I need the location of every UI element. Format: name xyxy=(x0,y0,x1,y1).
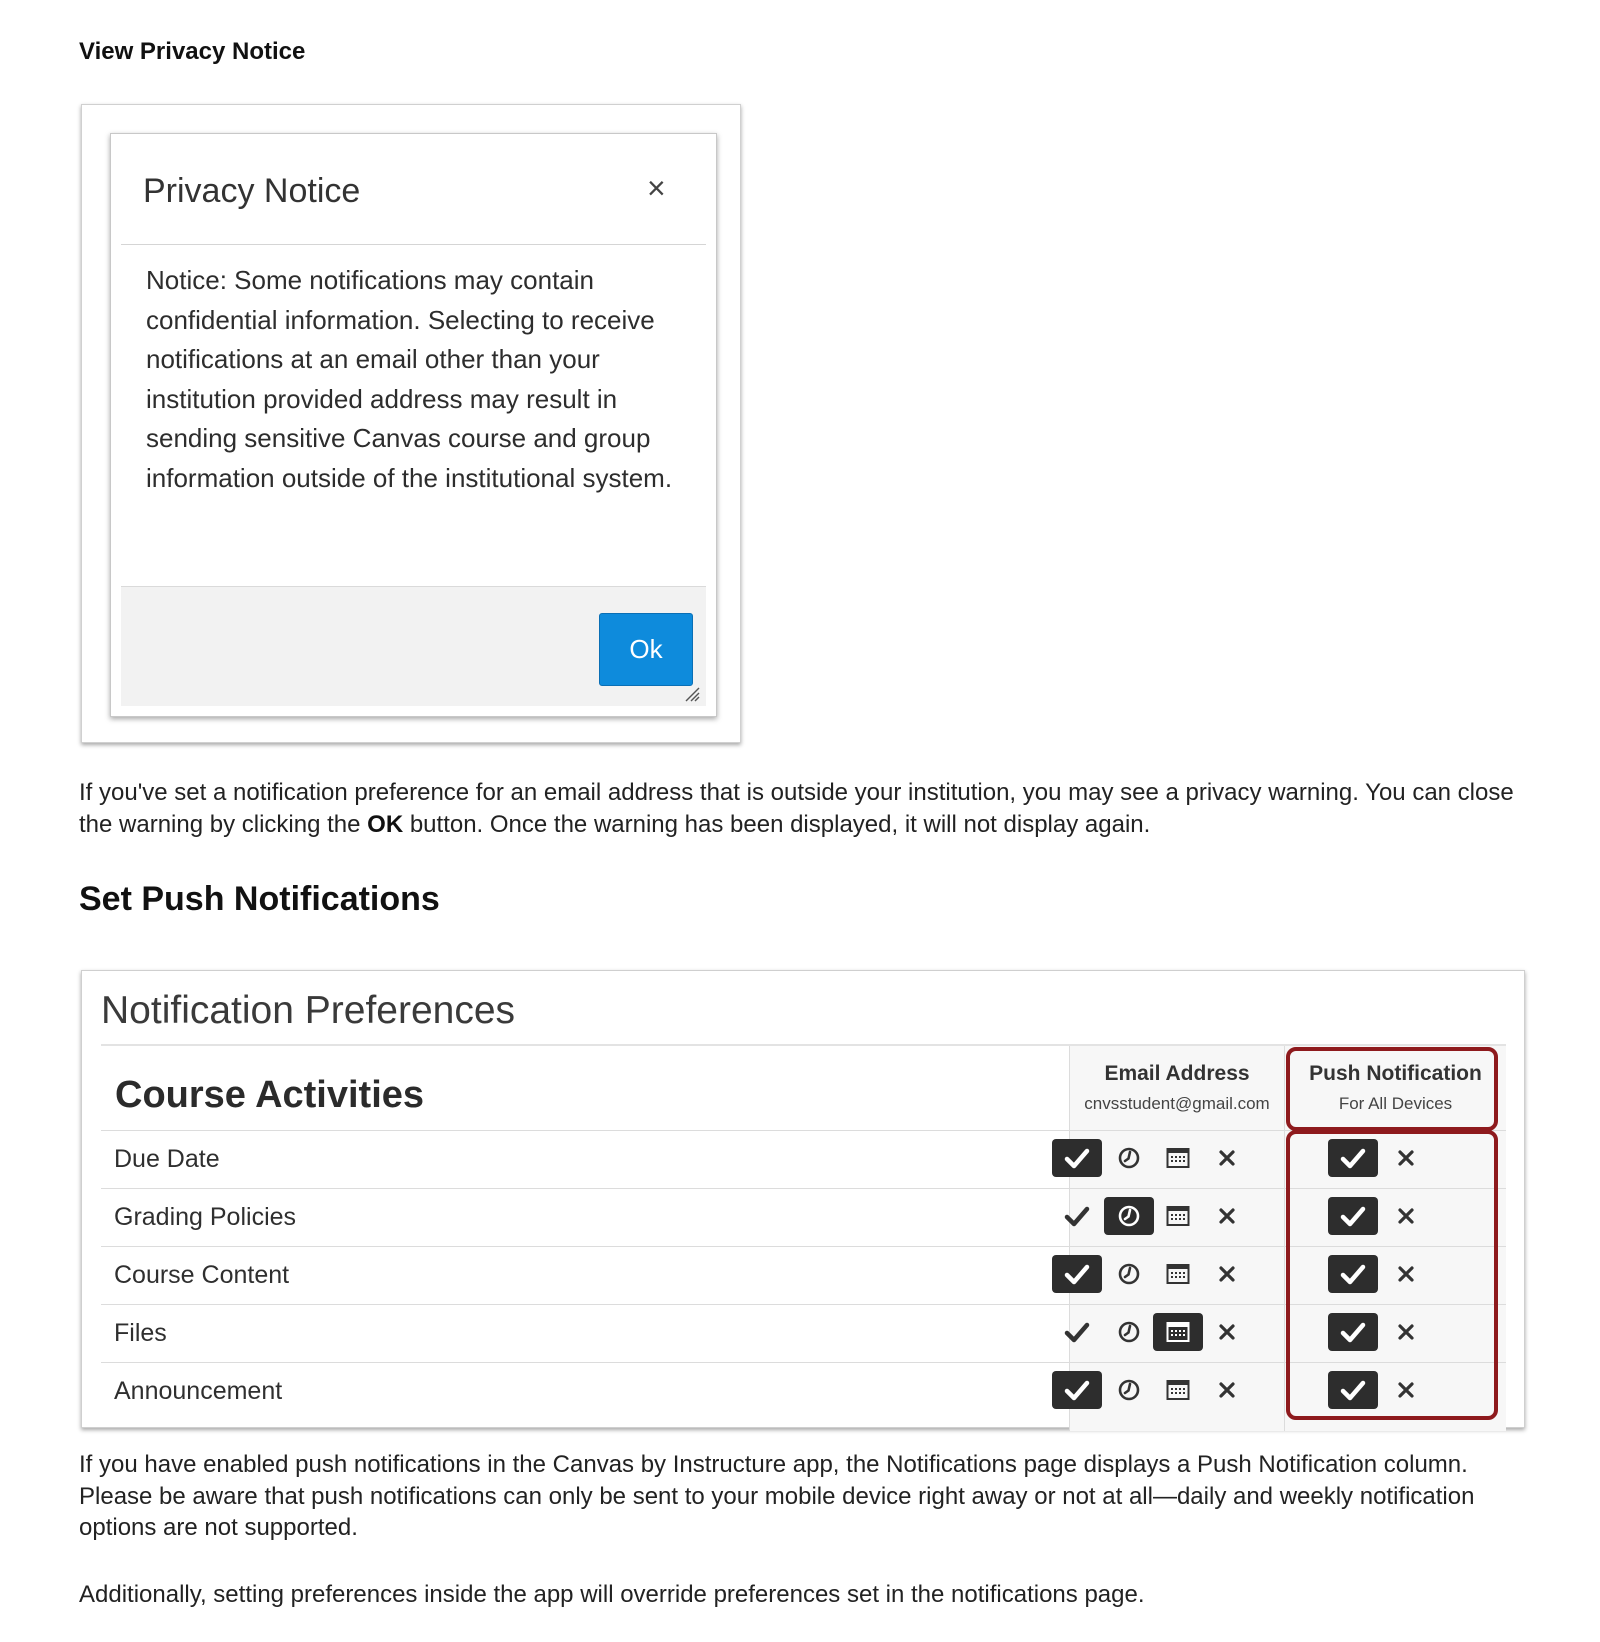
x-icon xyxy=(1218,1381,1236,1399)
x-icon xyxy=(1397,1323,1415,1341)
ok-emphasis: OK xyxy=(367,810,404,838)
email-calendar-option[interactable] xyxy=(1153,1313,1203,1351)
checkmark-icon xyxy=(1064,1379,1090,1401)
dialog-footer xyxy=(121,586,706,706)
email-checkmark-option[interactable] xyxy=(1052,1255,1102,1293)
calendar-icon xyxy=(1166,1321,1190,1343)
email-x-option[interactable] xyxy=(1202,1255,1252,1293)
preferences-title: Notification Preferences xyxy=(101,989,516,1032)
clock-icon xyxy=(1117,1378,1141,1402)
email-x-option[interactable] xyxy=(1202,1371,1252,1409)
privacy-explanation-part2: button. Once the warning has been displayed, it will not display again. xyxy=(403,810,1151,838)
preference-row-label: Course Content xyxy=(114,1261,290,1289)
checkmark-icon xyxy=(1064,1205,1090,1227)
preference-row-label: Grading Policies xyxy=(114,1203,297,1231)
email-clock-option[interactable] xyxy=(1104,1139,1154,1177)
clock-icon xyxy=(1117,1146,1141,1170)
checkmark-icon xyxy=(1340,1379,1366,1401)
push-x-option[interactable] xyxy=(1381,1197,1431,1235)
email-x-option[interactable] xyxy=(1202,1197,1252,1235)
calendar-icon xyxy=(1166,1263,1190,1285)
email-x-option[interactable] xyxy=(1202,1139,1252,1177)
checkmark-icon xyxy=(1340,1205,1366,1227)
email-checkmark-option[interactable] xyxy=(1052,1313,1102,1351)
preference-row-label: Announcement xyxy=(114,1377,283,1405)
x-icon xyxy=(1218,1323,1236,1341)
calendar-icon xyxy=(1166,1205,1190,1227)
dialog-title: Privacy Notice xyxy=(143,172,361,210)
ok-button[interactable]: Ok xyxy=(599,613,693,686)
preference-row-label: Due Date xyxy=(114,1145,220,1173)
preference-row xyxy=(101,1246,1506,1305)
email-clock-option[interactable] xyxy=(1104,1371,1154,1409)
push-column-label: Push Notification xyxy=(1309,1062,1482,1085)
push-checkmark-option[interactable] xyxy=(1328,1371,1378,1409)
email-x-option[interactable] xyxy=(1202,1313,1252,1351)
course-activities-heading: Course Activities xyxy=(115,1074,425,1116)
preference-row xyxy=(101,1362,1506,1421)
push-x-option[interactable] xyxy=(1381,1371,1431,1409)
email-checkmark-option[interactable] xyxy=(1052,1371,1102,1409)
section-heading-push: Set Push Notifications xyxy=(79,880,440,918)
email-calendar-option[interactable] xyxy=(1153,1255,1203,1293)
preference-row xyxy=(101,1130,1506,1189)
email-clock-option[interactable] xyxy=(1104,1197,1154,1235)
checkmark-icon xyxy=(1064,1321,1090,1343)
x-icon xyxy=(1218,1149,1236,1167)
preference-row-label: Files xyxy=(114,1319,167,1347)
push-x-option[interactable] xyxy=(1381,1313,1431,1351)
email-clock-option[interactable] xyxy=(1104,1255,1154,1293)
email-calendar-option[interactable] xyxy=(1153,1371,1203,1409)
preference-row xyxy=(101,1304,1506,1363)
push-checkmark-option[interactable] xyxy=(1328,1139,1378,1177)
push-checkmark-option[interactable] xyxy=(1328,1255,1378,1293)
checkmark-icon xyxy=(1340,1147,1366,1169)
email-calendar-option[interactable] xyxy=(1153,1139,1203,1177)
email-column-header xyxy=(1069,1062,1285,1114)
override-explanation: Additionally, setting preferences inside the app will override preferences set in the notifications page. xyxy=(79,1581,1145,1608)
email-address-value: cnvsstudent@gmail.com xyxy=(1084,1094,1270,1113)
privacy-explanation xyxy=(79,777,1529,840)
section-heading-privacy: View Privacy Notice xyxy=(79,38,306,65)
checkmark-icon xyxy=(1340,1263,1366,1285)
push-checkmark-option[interactable] xyxy=(1328,1313,1378,1351)
push-x-option[interactable] xyxy=(1381,1255,1431,1293)
push-explanation: If you have enabled push notifications in the Canvas by Instructure app, the Notifications page displays a Push Notification column. Please be aware that push notifications can only be sent to your mobile device right away or not at all—daily and weekly notification options are not supported. xyxy=(79,1451,1475,1541)
clock-icon xyxy=(1117,1204,1141,1228)
email-clock-option[interactable] xyxy=(1104,1313,1154,1351)
clock-icon xyxy=(1117,1320,1141,1344)
push-column-sub: For All Devices xyxy=(1338,1094,1453,1113)
close-icon[interactable]: × xyxy=(647,170,666,206)
email-checkmark-option[interactable] xyxy=(1052,1139,1102,1177)
calendar-icon xyxy=(1166,1379,1190,1401)
dialog-divider xyxy=(121,244,706,245)
privacy-notice-screenshot xyxy=(81,104,741,743)
x-icon xyxy=(1218,1265,1236,1283)
calendar-icon xyxy=(1166,1147,1190,1169)
x-icon xyxy=(1397,1265,1415,1283)
x-icon xyxy=(1397,1207,1415,1225)
x-icon xyxy=(1397,1381,1415,1399)
clock-icon xyxy=(1117,1262,1141,1286)
email-calendar-option[interactable] xyxy=(1153,1197,1203,1235)
notification-preferences-screenshot xyxy=(81,970,1525,1428)
x-icon xyxy=(1218,1207,1236,1225)
push-x-option[interactable] xyxy=(1381,1139,1431,1177)
checkmark-icon xyxy=(1064,1263,1090,1285)
dialog-body-text: Notice: Some notifications may contain confidential information. Selecting to receive notifications at an email other than your institution provided address may result in sending sensitive Canvas course and group information outside of the institutional system. xyxy=(146,265,673,493)
privacy-notice-dialog xyxy=(110,133,717,717)
privacy-explanation-part1: If you've set a notification preference for an email address that is outside your institution, you may see a privacy warning. You can close the warning by clicking the xyxy=(79,779,1514,838)
checkmark-icon xyxy=(1340,1321,1366,1343)
push-checkmark-option[interactable] xyxy=(1328,1197,1378,1235)
resize-grip-icon[interactable] xyxy=(682,684,700,702)
x-icon xyxy=(1397,1149,1415,1167)
email-column-label: Email Address xyxy=(1104,1062,1250,1085)
preferences-table xyxy=(101,1044,1506,1431)
preference-row xyxy=(101,1188,1506,1247)
push-column-header xyxy=(1285,1062,1506,1114)
checkmark-icon xyxy=(1064,1147,1090,1169)
email-checkmark-option[interactable] xyxy=(1052,1197,1102,1235)
